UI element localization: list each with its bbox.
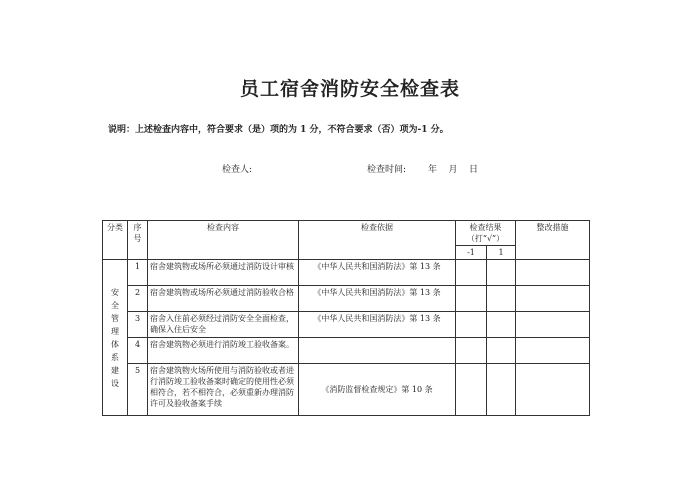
header-row [103, 221, 590, 246]
category-char: 体 [111, 339, 119, 349]
category-char: 全 [111, 300, 119, 310]
table-row [103, 364, 590, 416]
category-char: 理 [111, 326, 119, 336]
row-number: 2 [128, 286, 148, 312]
row-content: 宿舍建筑物或场所必须通过消防验收合格 [148, 286, 299, 312]
measures-cell[interactable] [516, 364, 590, 416]
measures-cell[interactable] [516, 312, 590, 338]
result-pos-cell[interactable] [487, 364, 516, 416]
result-pos-cell[interactable] [487, 312, 516, 338]
category-char: 管 [111, 313, 119, 323]
row-content: 宿舍入住前必须经过消防安全全面检查，确保入住后安全 [148, 312, 299, 338]
header-basis: 检查依据 [299, 221, 456, 260]
result-neg-cell[interactable] [456, 364, 487, 416]
category-char: 系 [111, 352, 119, 362]
row-basis [299, 338, 456, 364]
year-label: 年 [428, 165, 438, 175]
result-neg-cell[interactable] [456, 312, 487, 338]
row-content: 宿舍建筑物火场所使用与消防验收或者进行消防竣工验收备案时确定的使用性必须相符合，若不相符合，必须重新办理消防许可及验收备案手续 [148, 364, 299, 416]
table-row [103, 286, 590, 312]
result-neg-cell[interactable] [456, 260, 487, 286]
header-result-label: 检查结果 [469, 223, 502, 232]
inspector-label: 检查人: [222, 165, 253, 175]
measures-cell[interactable] [516, 286, 590, 312]
header-measures: 整改措施 [516, 221, 590, 260]
row-basis: 《消防监督检查规定》第 10 条 [299, 364, 456, 416]
header-result-sub: （打“√”） [466, 234, 505, 243]
row-number: 1 [128, 260, 148, 286]
row-number: 3 [128, 312, 148, 338]
result-pos-cell[interactable] [487, 260, 516, 286]
month-label: 月 [448, 165, 458, 175]
header-seq: 序号 [128, 221, 148, 260]
row-content: 宿舍建筑物或场所必须通过消防设计审核 [148, 260, 299, 286]
result-pos-cell[interactable] [487, 338, 516, 364]
inspection-table [102, 220, 590, 416]
score-negative: -1 [456, 246, 487, 260]
result-neg-cell[interactable] [456, 286, 487, 312]
measures-cell[interactable] [516, 338, 590, 364]
inspection-time-label: 检查时间: [367, 165, 407, 175]
row-content: 宿舍建筑物必须进行消防竣工验收备案。 [148, 338, 299, 364]
measures-cell[interactable] [516, 260, 590, 286]
header-result [456, 221, 516, 246]
header-content: 检查内容 [148, 221, 299, 260]
category-char: 安 [111, 287, 119, 297]
category-text [105, 286, 125, 390]
row-number: 5 [128, 364, 148, 416]
page-title: 员工宿舍消防安全检查表 [239, 78, 460, 100]
category-cell [103, 260, 128, 416]
row-number: 4 [128, 338, 148, 364]
result-neg-cell[interactable] [456, 338, 487, 364]
row-basis: 《中华人民共和国消防法》第 13 条 [299, 312, 456, 338]
score-positive: 1 [487, 246, 516, 260]
table-row [103, 312, 590, 338]
result-pos-cell[interactable] [487, 286, 516, 312]
date-fields [428, 162, 478, 175]
row-basis: 《中华人民共和国消防法》第 13 条 [299, 286, 456, 312]
table-row [103, 338, 590, 364]
header-category: 分类 [103, 221, 128, 260]
instruction-note: 说明：上述检查内容中，符合要求（是）项的为 1 分，不符合要求（否）项为-1 分。 [108, 125, 449, 135]
row-basis: 《中华人民共和国消防法》第 13 条 [299, 260, 456, 286]
category-char: 建 [111, 365, 119, 375]
table-row [103, 260, 590, 286]
day-label: 日 [468, 165, 478, 175]
category-char: 设 [111, 378, 119, 388]
